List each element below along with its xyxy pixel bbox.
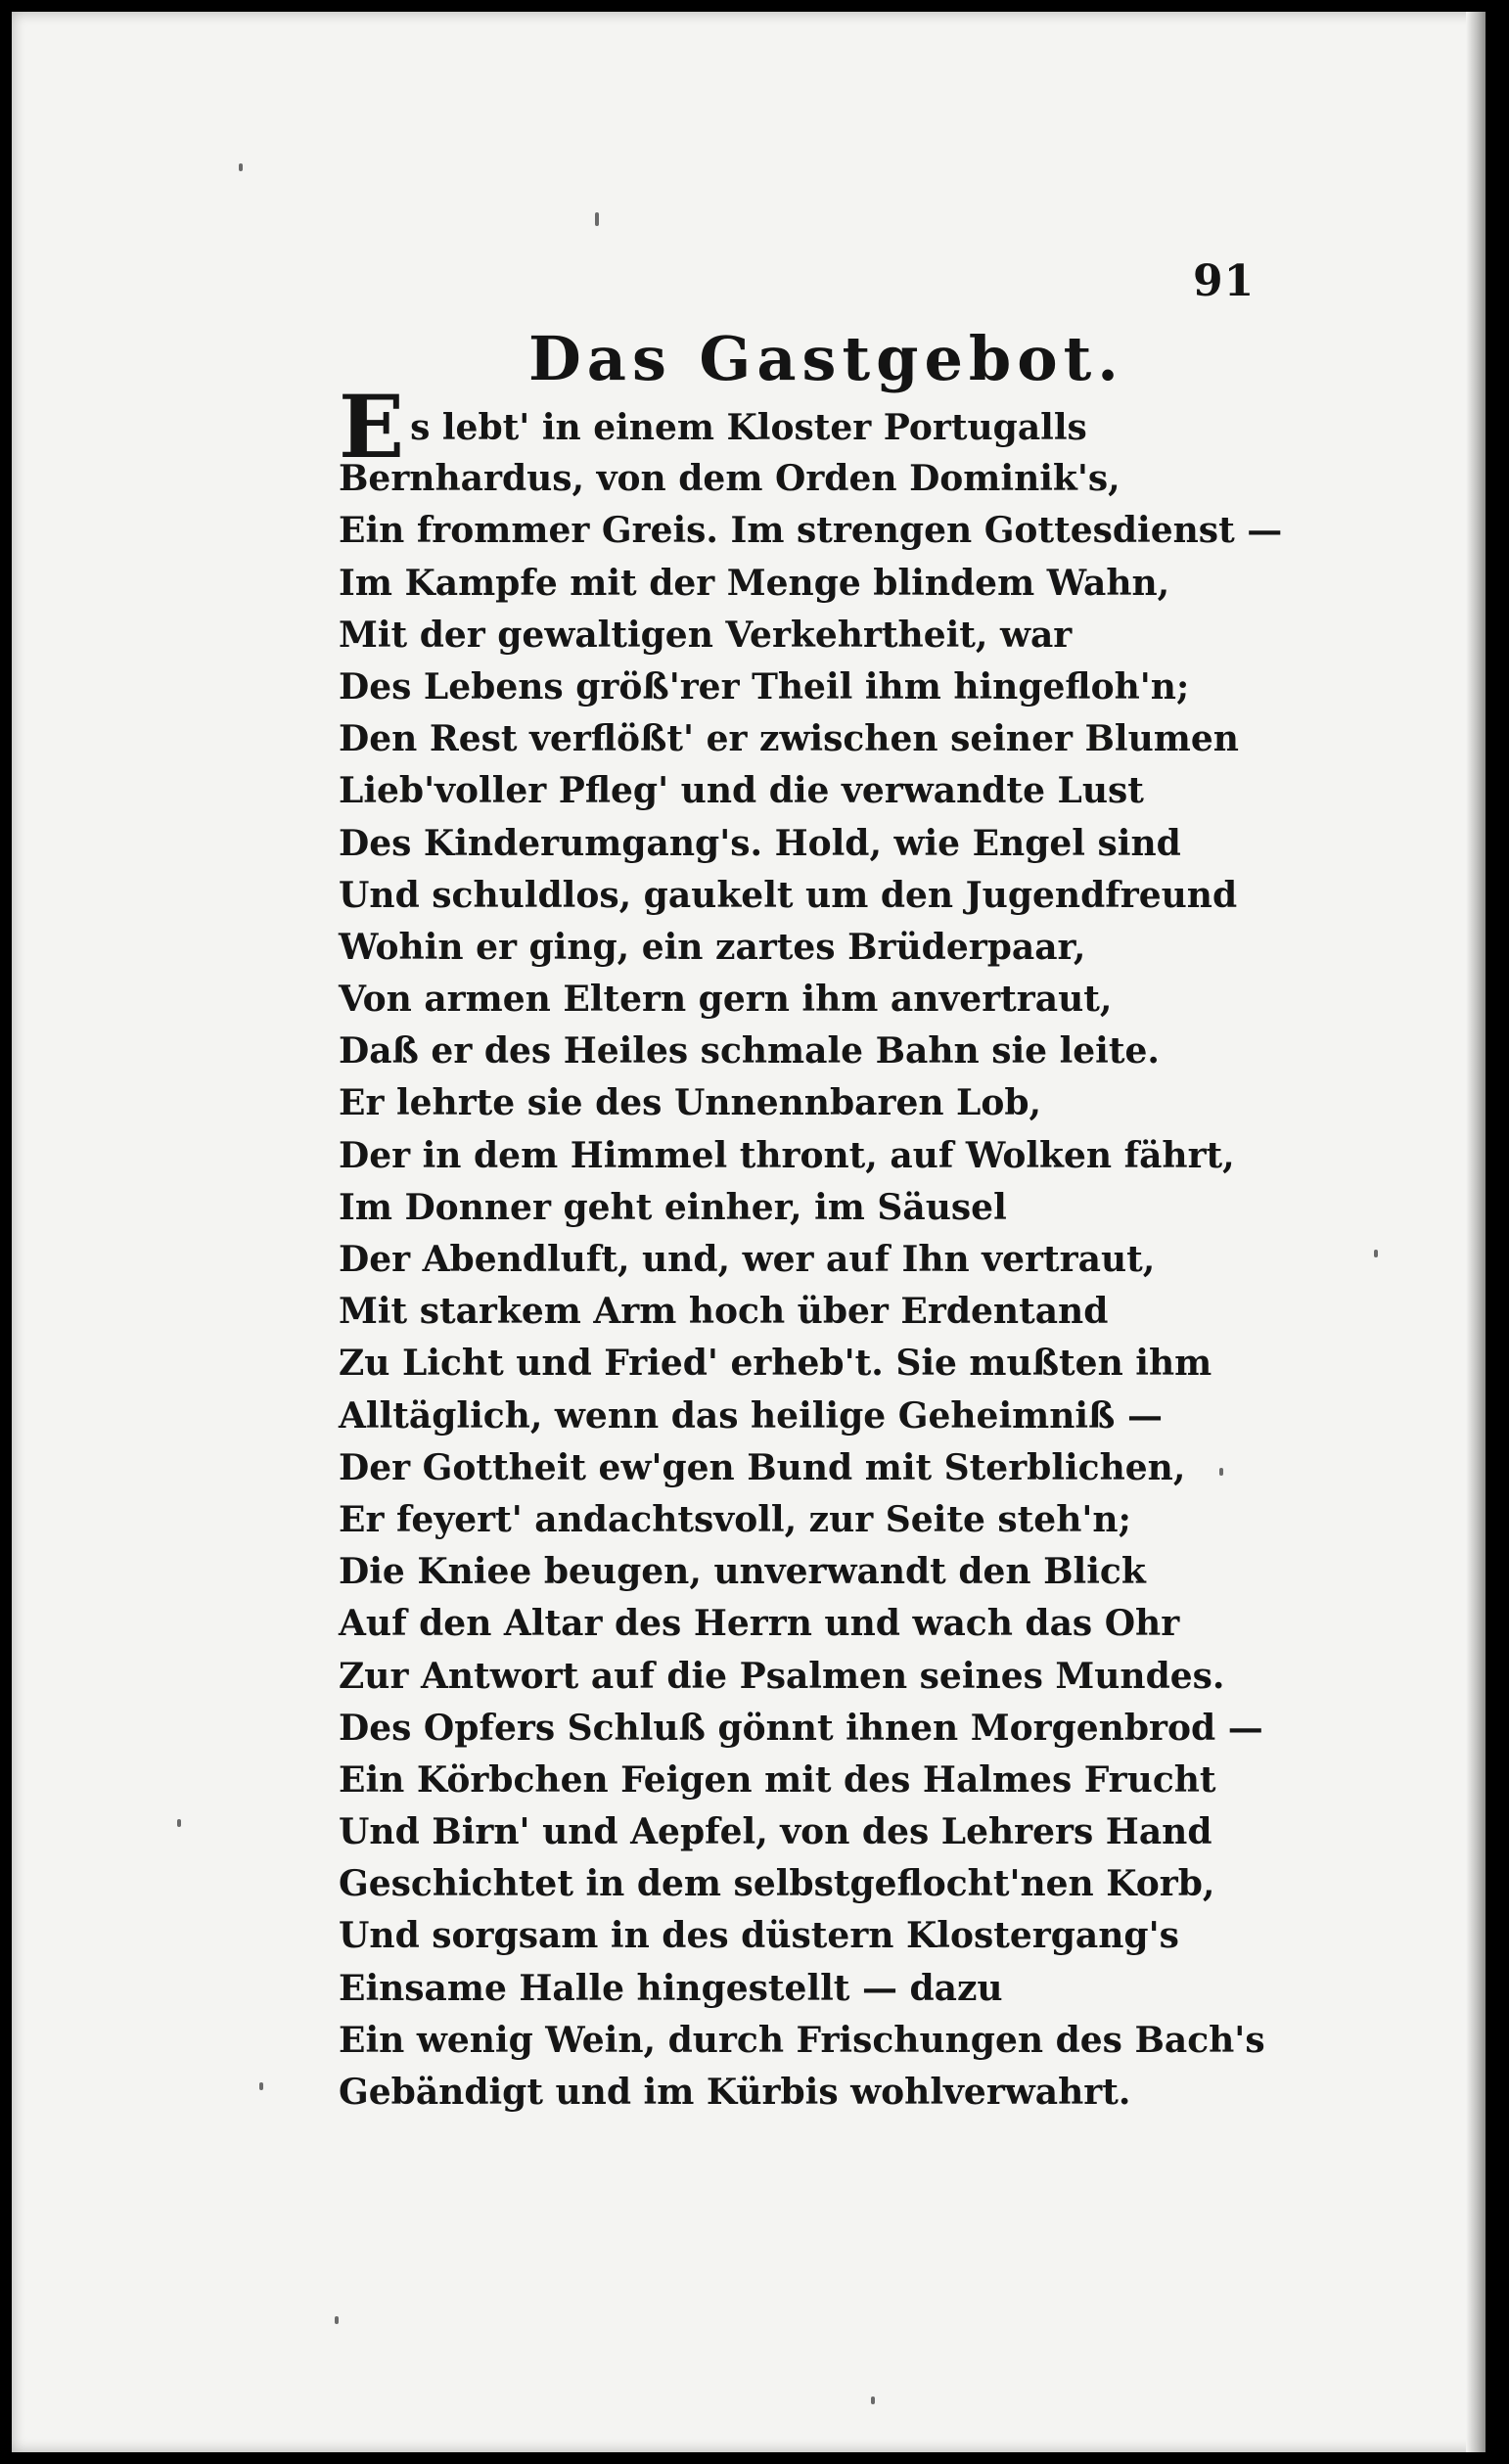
poem-line: Lieb'voller Pfleg' und die verwandte Lust: [339, 770, 1144, 812]
page-number: 91: [1193, 256, 1256, 306]
paper-speck: [335, 2316, 339, 2324]
paper-speck: [239, 163, 243, 171]
poem-line: Die Kniee beugen, unverwandt den Blick: [339, 1551, 1146, 1593]
poem-line: Bernhardus, von dem Orden Dominik's,: [339, 458, 1120, 500]
poem-line: Er lehrte sie des Unnennbaren Lob,: [339, 1082, 1042, 1124]
poem-line: Mit der gewaltigen Verkehrtheit, war: [339, 614, 1073, 656]
paper-speck: [871, 2396, 875, 2404]
poem-line: Zu Licht und Fried' erheb't. Sie mußten ihm: [339, 1343, 1212, 1385]
poem-line: Zur Antwort auf die Psalmen seines Mundes.: [339, 1655, 1225, 1697]
poem-line-first: [339, 376, 1141, 478]
poem-line: Wohin er ging, ein zartes Brüderpaar,: [339, 926, 1086, 968]
drop-cap: E: [339, 376, 405, 478]
poem-body: [339, 376, 1283, 2119]
poem-title: Das Gastgebot.: [528, 323, 1124, 394]
poem-line: Den Rest verflößt' er zwischen seiner Blumen: [339, 718, 1239, 760]
poem-line: Ein Körbchen Feigen mit des Halmes Frucht: [339, 1758, 1216, 1801]
poem-line: Einsame Halle hingestellt — dazu: [339, 1967, 1003, 2009]
poem-line: Auf den Altar des Herrn und wach das Ohr: [339, 1603, 1180, 1645]
poem-line: Gebändigt und im Kürbis wohlverwahrt.: [339, 2072, 1131, 2113]
paper-speck: [177, 1819, 181, 1827]
poem-line: Von armen Eltern gern ihm anvertraut,: [339, 979, 1113, 1021]
poem-line: Er feyert' andachtsvoll, zur Seite steh'n;: [339, 1498, 1131, 1540]
page-edge-shadow: [1466, 12, 1486, 2452]
poem-line: Der Abendluft, und, wer auf Ihn vertraut,: [339, 1239, 1156, 1280]
poem-line-first-text: s lebt' in einem Kloster Portugalls: [410, 407, 1087, 448]
paper-speck: [1219, 1468, 1223, 1476]
paper-speck: [259, 2082, 263, 2090]
poem-line: Im Kampfe mit der Menge blindem Wahn,: [339, 562, 1170, 604]
poem-line: Des Opfers Schluß gönnt ihnen Morgenbrod —: [339, 1707, 1263, 1749]
paper-speck: [1374, 1250, 1378, 1257]
poem-line: Und schuldlos, gaukelt um den Jugendfreund: [339, 874, 1238, 916]
poem-line: Daß er des Heiles schmale Bahn sie leite.: [339, 1030, 1160, 1072]
poem-line: Alltäglich, wenn das heilige Geheimniß —: [339, 1394, 1163, 1437]
poem-line: Mit starkem Arm hoch über Erdentand: [339, 1291, 1109, 1333]
poem-line: Des Lebens größ'rer Theil ihm hingefloh'n;: [339, 665, 1190, 707]
book-page: [12, 12, 1486, 2452]
poem-line: Und Birn' und Aepfel, von des Lehrers Hand: [339, 1811, 1212, 1853]
poem-line: Und sorgsam in des düstern Klostergang's: [339, 1915, 1179, 1957]
poem-line: Geschichtet in dem selbstgeflocht'nen Korb,: [339, 1863, 1215, 1905]
poem-line: Im Donner geht einher, im Säusel: [339, 1186, 1007, 1228]
poem-line: Der Gottheit ew'gen Bund mit Sterblichen,: [339, 1446, 1186, 1488]
poem-line: Der in dem Himmel thront, auf Wolken fährt,: [339, 1134, 1235, 1176]
poem-line: Des Kinderumgang's. Hold, wie Engel sind: [339, 822, 1181, 864]
poem-line: Ein wenig Wein, durch Frischungen des Bach's: [339, 2019, 1265, 2061]
paper-speck: [595, 212, 599, 226]
poem-line: Ein frommer Greis. Im strengen Gottesdienst —: [339, 510, 1283, 552]
